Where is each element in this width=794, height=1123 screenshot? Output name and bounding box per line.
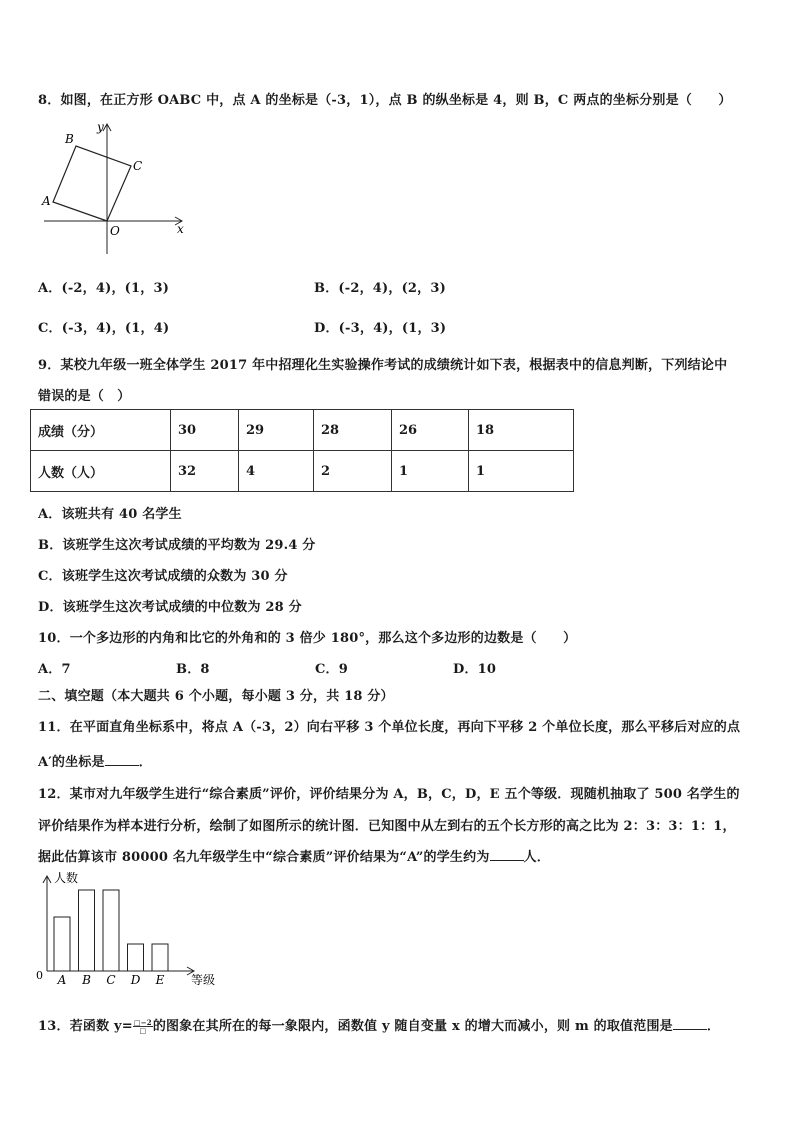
table-cell: 人数（人） [31, 451, 171, 492]
chart-x-label: 等级 [191, 973, 216, 987]
q13-text-mid: 的图象在其所在的每一象限内，函数值 y 随自变量 x 的增大而减小，则 m 的取值范围是 [152, 1019, 673, 1034]
table-cell: 1 [392, 451, 469, 492]
answer-blank[interactable] [490, 848, 524, 861]
q8-stem: 8．如图，在正方形 OABC 中，点 A 的坐标是（-3，1），点 B 的纵坐标是 4，则 B，C 两点的坐标分别是（ ） [38, 93, 732, 108]
table-cell: 18 [469, 410, 574, 451]
q9-option-d[interactable]: D．该班学生这次考试成绩的中位数为 28 分 [38, 600, 302, 615]
answer-blank[interactable] [105, 753, 139, 766]
q10-option-d[interactable]: D．10 [453, 662, 497, 677]
q13-text-end: ． [706, 1019, 721, 1034]
q12-line3 [38, 846, 550, 865]
table-cell: 28 [314, 410, 392, 451]
fraction-denominator: □ [139, 1026, 147, 1035]
q11-line2-end: ． [138, 755, 152, 770]
q13-fraction [133, 1019, 153, 1034]
chart-origin-label: 0 [36, 969, 43, 982]
table-row [31, 451, 574, 492]
table-cell: 30 [171, 410, 239, 451]
square-oabc [53, 146, 131, 221]
table-row [31, 410, 574, 451]
q8-option-c[interactable]: C．(-3，4)，(1，4) [38, 321, 170, 336]
q9-stem-line2: 错误的是（ ） [38, 389, 131, 404]
table-cell: 26 [392, 410, 469, 451]
bar-e [152, 944, 168, 971]
chart-y-label: 人数 [54, 871, 79, 885]
category-label-b: B [82, 973, 91, 987]
label-o: O [110, 224, 120, 238]
bar-c [103, 890, 119, 971]
label-x: x [177, 222, 184, 236]
q11-line1: 11．在平面直角坐标系中，将点 A（-3，2）向右平移 3 个单位长度，再向下平移 2 个单位长度，那么平移后对应的点 [38, 720, 741, 735]
q12-line3-text: 据此估算该市 80000 名九年级学生中“综合素质”评价结果为“A”的学生约为 [38, 850, 490, 865]
table-cell: 32 [171, 451, 239, 492]
q9-option-c[interactable]: C．该班学生这次考试成绩的众数为 30 分 [38, 569, 288, 584]
label-y: y [97, 120, 104, 134]
q9-stem-line1: 9．某校九年级一班全体学生 2017 年中招理化生实验操作考试的成绩统计如下表，根据表中的信息判断，下列结论中 [38, 358, 728, 373]
category-label-a: A [57, 973, 67, 987]
label-c: C [133, 159, 143, 173]
q12-bar-chart [34, 868, 224, 990]
q12-line1: 12．某市对九年级学生进行“综合素质”评价，评价结果分为 A，B，C，D，E 五个等级．现随机抽取了 500 名学生的 [38, 787, 740, 802]
label-b: B [65, 132, 74, 146]
category-label-e: E [155, 973, 165, 987]
q8-option-a[interactable]: A．(-2，4)，(1，3) [38, 281, 170, 296]
q10-option-a[interactable]: A．7 [38, 662, 71, 677]
category-label-d: D [130, 973, 141, 987]
q10-stem: 10．一个多边形的内角和比它的外角和的 3 倍少 180°，那么这个多边形的边数是（ ） [38, 631, 577, 646]
q9-option-a[interactable]: A．该班共有 40 名学生 [38, 507, 182, 522]
fraction-numerator: □−2 [133, 1018, 152, 1027]
q8-option-b[interactable]: B．(-2，4)，(2，3) [314, 281, 446, 296]
q9-score-table [30, 409, 574, 492]
table-cell: 29 [239, 410, 314, 451]
table-cell: 成绩（分） [31, 410, 171, 451]
table-cell: 1 [469, 451, 574, 492]
label-a: A [42, 194, 51, 208]
table-cell: 4 [239, 451, 314, 492]
q10-option-c[interactable]: C．9 [315, 662, 348, 677]
bar-b [79, 890, 95, 971]
q12-line2: 评价结果作为样本进行分析，绘制了如图所示的统计图．已知图中从左到右的五个长方形的高之比为 2：3：3：1：1， [38, 819, 736, 834]
q8-option-d[interactable]: D．(-3，4)，(1，3) [314, 321, 447, 336]
answer-blank[interactable] [673, 1017, 707, 1030]
q12-line3-end: 人． [523, 850, 550, 865]
bar-a [54, 917, 70, 971]
bar-d [128, 944, 144, 971]
section-title: 二、填空题（本大题共 6 个小题，每小题 3 分，共 18 分） [38, 689, 394, 704]
q10-option-b[interactable]: B．8 [176, 662, 210, 677]
table-cell: 2 [314, 451, 392, 492]
q11-line2 [38, 751, 152, 770]
category-label-c: C [106, 973, 116, 987]
q13-line [38, 1015, 720, 1034]
q11-line2-text: A′的坐标是 [38, 755, 105, 770]
q13-text-start: 13．若函数 y= [38, 1019, 133, 1034]
q8-coordinate-figure [40, 118, 190, 258]
q9-option-b[interactable]: B．该班学生这次考试成绩的平均数为 29.4 分 [38, 538, 316, 553]
